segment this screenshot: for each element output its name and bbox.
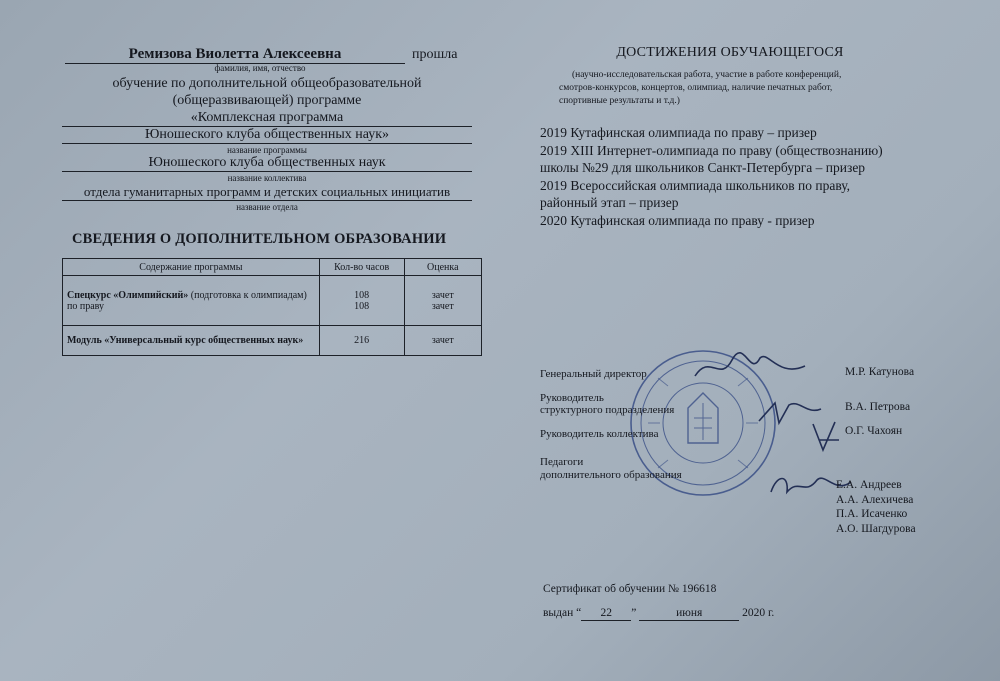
hours-value: 108 [354,289,370,301]
passed-label: прошла [412,47,458,62]
table-cell-grade [404,276,481,326]
list-item: Е.А. Андреев [836,479,902,491]
director-name: М.Р. Катунова [845,366,915,378]
issued-label: выдан [543,607,574,619]
achievements-note-1: (научно-исследовательская работа, участие в работе конференций, [572,70,842,80]
table-header: Содержание программы [63,259,320,276]
achievements-note-2: смотров-конкурсов, концертов, олимпиад, наличие печатных работ, [559,83,833,93]
achievements-list [540,124,883,229]
list-item: 2020 Кутафинская олимпиада по праву - призер [540,212,815,228]
name-caption: фамилия, имя, отчество [214,63,306,73]
list-item: 2019 Всероссийская олимпиада школьников по праву, [540,177,851,193]
program-caption: название программы [227,145,307,155]
list-item: школы №29 для школьников Санкт-Петербурга – призер [540,160,866,175]
certificate-number: 196618 [681,583,717,595]
department-caption: название отдела [236,202,298,212]
table-header: Кол-во часов [319,259,404,276]
program-line2: Юношеского клуба общественных наук» [62,127,472,144]
teachers-label-2: дополнительного образования [540,469,682,481]
collective-head-label: Руководитель коллектива [540,428,659,440]
collective-name: Юношеского клуба общественных наук [62,155,472,172]
list-item: 2019 Кутафинская олимпиада по праву – призер [540,125,817,140]
issued-month: июня [639,607,739,621]
head-label: Руководитель [540,392,604,404]
list-item: 2019 XIII Интернет-олимпиада по праву (обществознанию) [540,142,883,158]
course-desc: (подготовка к олимпиадам) по праву [67,289,307,312]
teachers-label: Педагоги [540,456,584,468]
section-heading: СВЕДЕНИЯ О ДОПОЛНИТЕЛЬНОМ ОБРАЗОВАНИИ [72,231,447,247]
table-cell-hours [319,326,404,356]
table-cell-grade [404,326,481,356]
hours-value: 108 [354,300,370,312]
certificate-line [543,583,716,596]
course-title: Спецкурс «Олимпийский» [67,289,189,301]
table-cell-hours [319,276,404,326]
list-item: районный этап – призер [540,195,679,210]
certificate-label: Сертификат об обучении № [543,583,680,595]
teachers-list [836,478,916,536]
director-signature-icon [690,348,810,388]
collective-signature-icon [805,418,845,458]
table-header: Оценка [404,259,481,276]
hours-value: 216 [354,335,370,346]
program-line1: «Комплексная программа [62,110,472,127]
achievements-note-3: спортивные результаты и т.д.) [559,96,680,106]
list-item: П.А. Исаченко [836,508,908,520]
student-name: Ремизова Виолетта Алексеевна [65,46,405,64]
issued-line: выдан “ 22 ” июня 2020 г. [543,607,775,619]
achievements-heading: ДОСТИЖЕНИЯ ОБУЧАЮЩЕГОСЯ [616,45,844,60]
grade-value: зачет [431,300,454,312]
course-title: Модуль «Универсальный курс общественных наук» [67,335,304,346]
issued-day: 22 [581,607,631,621]
list-item: А.О. Шагдурова [836,522,916,535]
table-row [63,326,482,356]
head-label-2: структурного подразделения [540,404,675,416]
table-row [63,276,482,326]
collective-caption: название коллектива [227,173,307,183]
department-name: отдела гуманитарных программ и детских социальных инициатив [62,184,472,201]
issued-year: 2020 г. [742,607,775,619]
program-table [62,258,482,356]
director-label: Генеральный директор [540,368,647,380]
grade-value: зачет [431,335,454,346]
training-line2: (общеразвивающей) программе [172,93,362,108]
grade-value: зачет [431,289,454,301]
table-cell-content [63,276,320,326]
training-line1: обучение по дополнительной общеобразовательной [112,76,422,91]
head-name: В.А. Петрова [845,401,911,413]
table-header-row [63,259,482,276]
table-cell-content [63,326,320,356]
collective-head-name: О.Г. Чахоян [845,425,903,437]
list-item: А.А. Алехичева [836,493,914,506]
